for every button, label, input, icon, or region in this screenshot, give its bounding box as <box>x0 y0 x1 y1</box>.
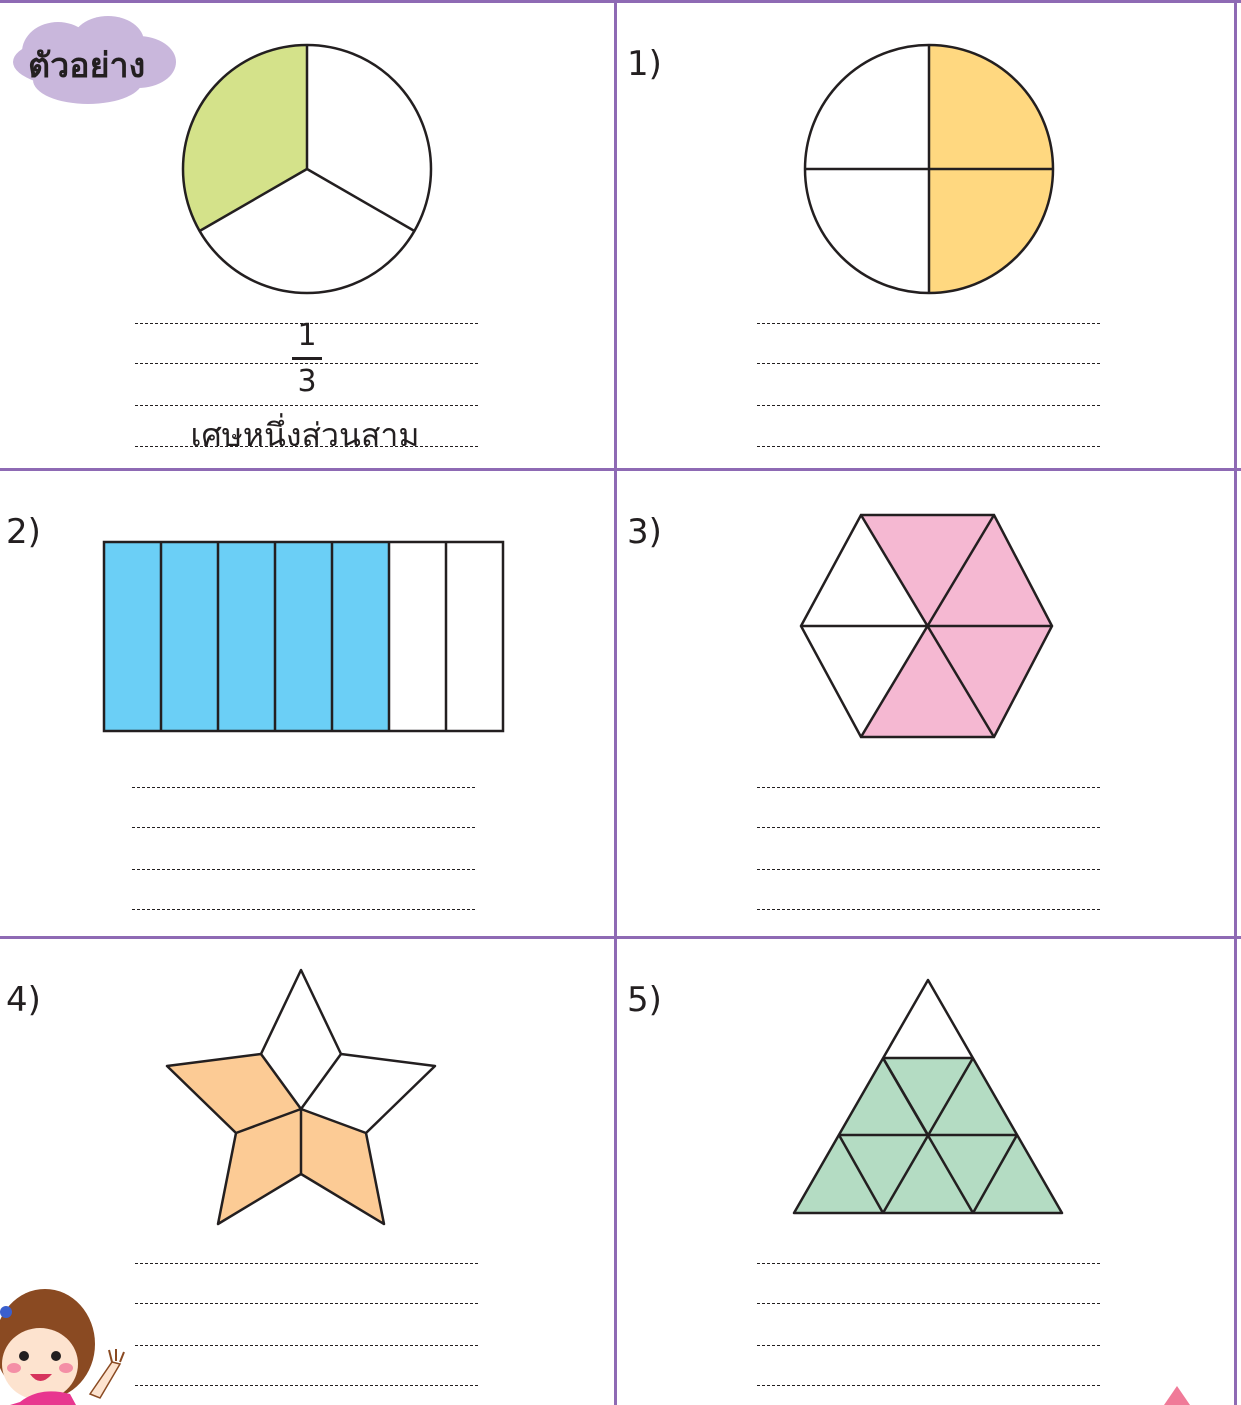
answer-line[interactable] <box>757 1303 1100 1304</box>
item-5-triangle-figure <box>790 976 1066 1218</box>
example-denominator: 3 <box>297 364 317 399</box>
item-3-hexagon-figure <box>798 512 1058 742</box>
grid-right-line <box>1234 0 1237 1405</box>
answer-line[interactable] <box>757 787 1100 788</box>
answer-line <box>135 405 478 406</box>
item-1-circle-figure <box>802 42 1056 296</box>
child-mascot-icon <box>0 1282 132 1405</box>
grid-horizontal-line-2 <box>0 936 1241 939</box>
answer-line[interactable] <box>132 909 475 910</box>
grid-vertical-line <box>614 0 617 1405</box>
fraction-bar <box>292 357 322 360</box>
answer-line[interactable] <box>132 869 475 870</box>
answer-line[interactable] <box>757 909 1100 910</box>
answer-line[interactable] <box>135 1385 478 1386</box>
answer-line[interactable] <box>132 787 475 788</box>
answer-line[interactable] <box>757 1385 1100 1386</box>
item-2-number: 2) <box>6 512 41 552</box>
pink-triangle-icon <box>1162 1384 1192 1405</box>
answer-line[interactable] <box>757 323 1100 324</box>
example-badge-label: ตัวอย่าง <box>28 46 146 86</box>
grid-top-line <box>0 0 1241 3</box>
answer-line[interactable] <box>757 1263 1100 1264</box>
answer-line[interactable] <box>757 405 1100 406</box>
answer-line[interactable] <box>757 1345 1100 1346</box>
item-2-rectangle-figure <box>102 540 506 734</box>
answer-line[interactable] <box>135 1345 478 1346</box>
answer-line[interactable] <box>135 1263 478 1264</box>
item-4-number: 4) <box>6 980 41 1020</box>
example-numerator: 1 <box>297 318 317 353</box>
answer-line[interactable] <box>757 446 1100 447</box>
example-fraction-words: เศษหนึ่งส่วนสาม <box>190 416 420 454</box>
item-4-star-figure <box>160 962 442 1230</box>
item-5-number: 5) <box>627 980 662 1020</box>
example-circle-figure <box>180 42 434 296</box>
item-1-number: 1) <box>627 44 662 84</box>
grid-horizontal-line-1 <box>0 468 1241 471</box>
answer-line[interactable] <box>757 363 1100 364</box>
answer-line[interactable] <box>757 827 1100 828</box>
answer-line[interactable] <box>132 827 475 828</box>
answer-line[interactable] <box>757 869 1100 870</box>
answer-line[interactable] <box>135 1303 478 1304</box>
item-3-number: 3) <box>627 512 662 552</box>
